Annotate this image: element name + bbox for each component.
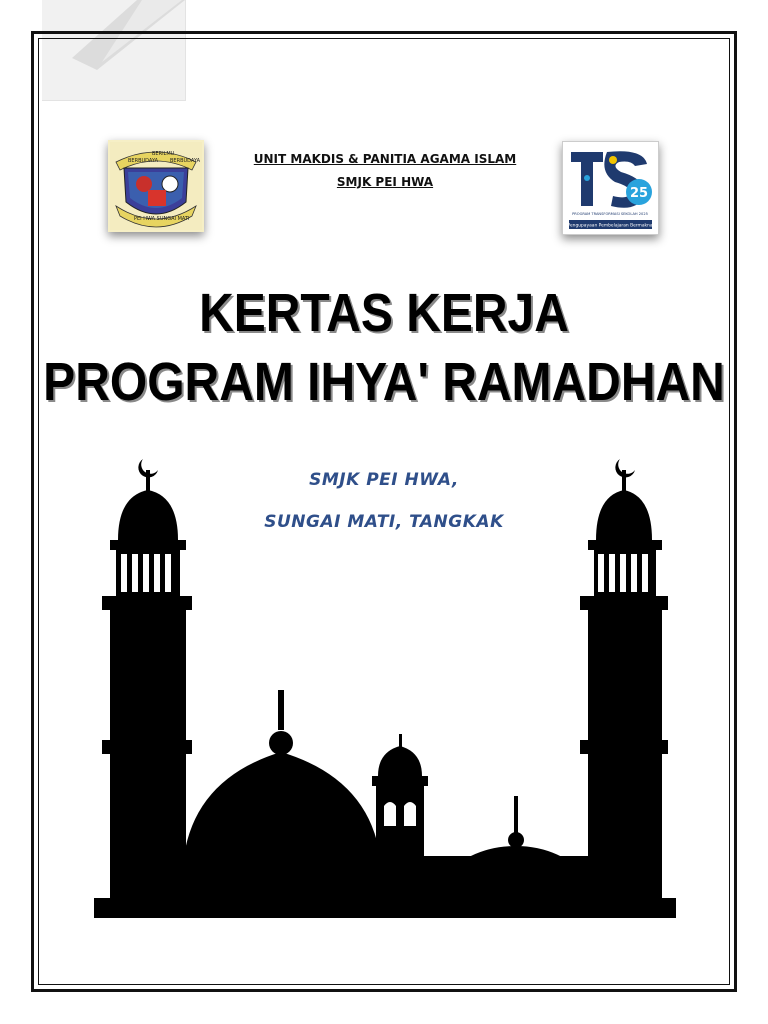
crest-band-left-text: BERBUDAYA xyxy=(128,158,159,164)
school-location-line: SUNGAI MATI, TANGKAK xyxy=(264,512,504,532)
header-unit-line: UNIT MAKDIS & PANITIA AGAMA ISLAM xyxy=(253,152,517,166)
small-tower xyxy=(372,734,428,866)
crest-bottom-text: PEI HWA SUNGAI MATI xyxy=(134,216,190,222)
crest-band-mid-text: BERILMU xyxy=(152,151,175,157)
document-title-line-1: KERTAS KERJA xyxy=(199,283,569,344)
document-title-line-2: PROGRAM IHYA' RAMADHAN xyxy=(43,352,725,413)
right-minaret xyxy=(580,459,668,904)
header-school-line: SMJK PEI HWA xyxy=(336,175,434,189)
school-name-line: SMJK PEI HWA, xyxy=(309,470,459,490)
ts25-number: 25 xyxy=(629,186,649,201)
crest-band-right-text: BERBUDAYA xyxy=(170,158,201,164)
ts25-footer: Pengupayaan Pembelajaran Bermakna xyxy=(567,223,653,229)
left-minaret xyxy=(102,459,192,904)
ts25-caption: PROGRAM TRANSFORMASI SEKOLAH 2025 xyxy=(572,212,648,216)
main-dome xyxy=(184,632,380,856)
mosque-base xyxy=(94,898,676,918)
